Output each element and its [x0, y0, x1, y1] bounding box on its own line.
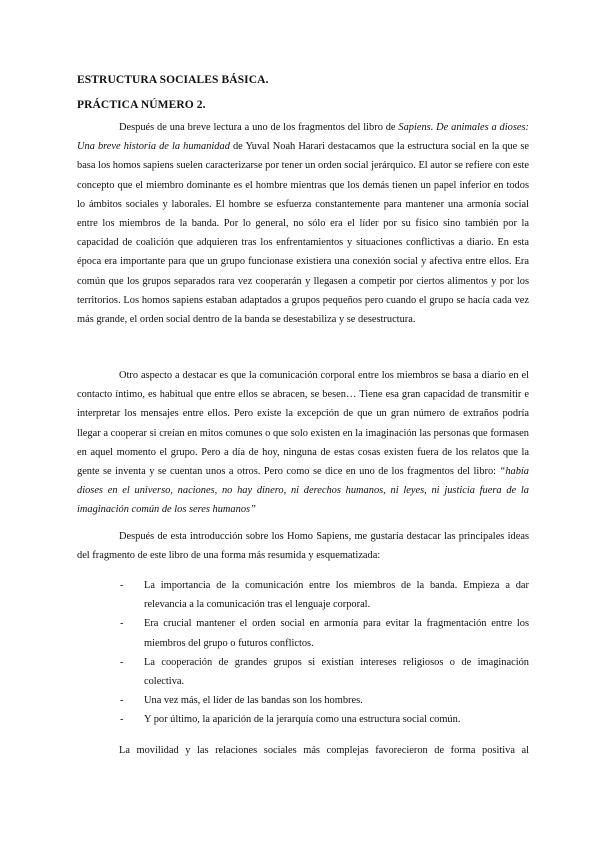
book-quote: “había dioses en el universo, naciones, no hay dinero, ni derechos humanos, ni leyes, ni justicia fuera de la imaginación común de los seres humanos” [77, 466, 529, 516]
paragraph-intro-text-a: Después de una breve lectura a uno de los fragmentos del libro de [119, 122, 399, 133]
book-title: Sapiens. De animales a dioses: Una breve historia de la humanidad [77, 122, 529, 153]
paragraph-communication-text: Otro aspecto a destacar es que la comunicación corporal entre los miembros se basa a diario en el contacto íntimo, es habitual que entre ellos se abracen, se besen… Tiene esa gran capacidad de transmitir e interpretar los mensajes entre ellos. Pero existe la excepción de que un gran número de extraños podría llegar a cooperar si creían en mitos comunes o que solo existen en la imaginación las personas que formasen en aquel momento el grupo. Pero a día de hoy, ninguna de estas cosas existen fuera de los relatos que la gente se inventa y se cuentan unos a otros. Pero como se dice en uno de los fragmentos del libro: [77, 370, 529, 478]
paragraph-intro-text-b: de Yuval Noah Harari destacamos que la estructura social en la que se basa los homos sapiens suelen caracterizarse por tener un orden social jerárquico. El autor se refiere con este concepto que el miembro dominante es el hombre mientras que los demás tienen un papel inferior en todos lo ámbitos sociales y laborales. El hombre se esfuerza constantemente para mantener una armonía social entre los miembros de la banda. Por lo general, no sólo era el líder por su físico sino también por la capacidad de coalición que adquieren tras los enfrentamientos y situaciones conflictivas a diario. En esta época era importante para que un grupo funcionase existiera una conexión social y afectiva entre ellos. Era común que los grupos separados rara vez cooperarán y llegasen a competir por ciertos alimentos y por los territorios. Los homos sapiens estaban adaptados a grupos pequeños pero cuando el grupo se hacía cada vez más grande, el orden social dentro de la banda se desestabiliza y se desestructura. [77, 141, 529, 326]
list-item [120, 614, 529, 652]
list-item-text: Una vez más, el líder de las bandas son los hombres. [144, 695, 363, 707]
paragraph-intro [77, 118, 529, 329]
paragraph-communication [77, 366, 529, 520]
paragraph-summary-intro: Después de esta introducción sobre los Homo Sapiens, me gustaría destacar las principales ideas del fragmento de este libro de una forma más resumida y esquematizada: [77, 531, 529, 562]
list-item [120, 576, 529, 614]
list-item-text: Y por último, la aparición de la jerarquía como una estructura social común. [144, 714, 461, 726]
list-item [120, 710, 529, 729]
summary-list [120, 576, 529, 730]
list-marker: - [120, 580, 124, 591]
list-marker: - [120, 714, 124, 726]
list-item-text: La cooperación de grandes grupos si existían intereses religiosos o de imaginación colectiva. [144, 656, 529, 688]
list-item-text: Era crucial mantener el orden social en armonía para evitar la fragmentación entre los miembros del grupo o futuros conflictos. [144, 618, 529, 649]
practice-subtitle: PRÁCTICA NÚMERO 2. [77, 99, 206, 111]
list-marker: - [120, 656, 124, 668]
list-item-text: La importancia de la comunicación entre los miembros de la banda. Empieza a dar relevancia a la comunicación tras el lenguaje corporal. [144, 580, 529, 611]
paragraph-mobility: La movilidad y las relaciones sociales más complejas favorecieron de forma positiva al [119, 745, 529, 756]
list-item [120, 653, 529, 691]
document-title: ESTRUCTURA SOCIALES BÁSICA. [77, 74, 269, 86]
list-marker: - [120, 695, 124, 707]
list-marker: - [120, 618, 124, 630]
list-item [120, 691, 529, 710]
